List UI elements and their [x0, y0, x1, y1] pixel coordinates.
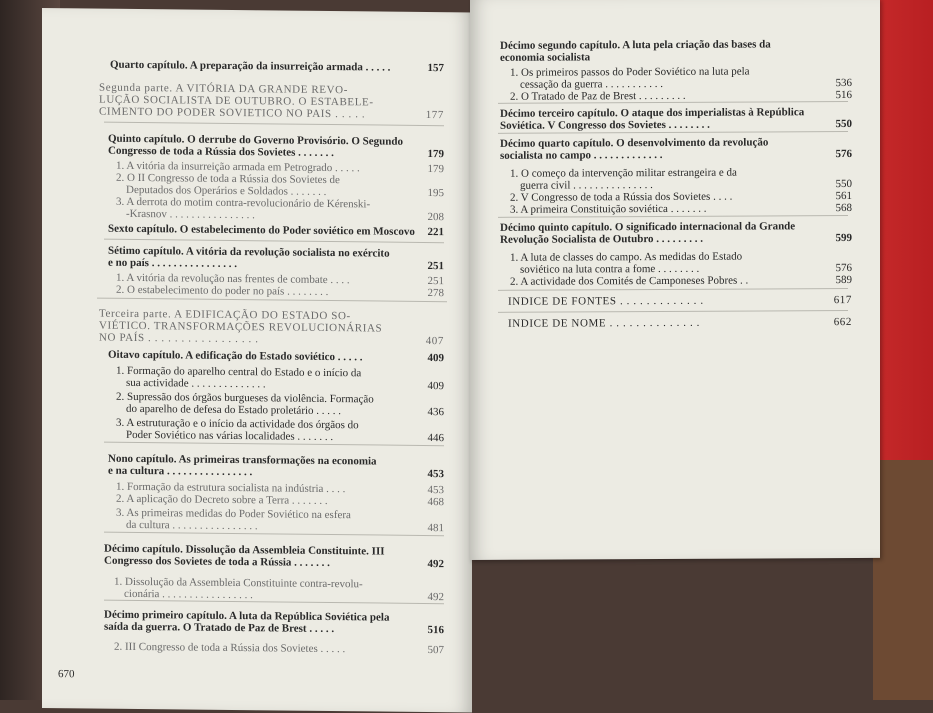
toc-line: 1. A vitória da revolução nas frentes de combate . . . .	[116, 271, 350, 287]
toc-page-number: 251	[427, 275, 444, 288]
toc-line: 3. As primeiras medidas do Poder Soviético na esfera	[116, 506, 351, 522]
toc-line: VIÉTICO. TRANSFORMAÇÕES REVOLUCIONÁRIAS	[99, 319, 383, 335]
toc-page-number: 599	[835, 231, 852, 245]
toc-line: Soviética. V Congresso dos Sovietes . . . . . . . .	[500, 118, 710, 132]
toc-line: 2. O estabelecimento do poder no país . . . . . . . .	[116, 283, 329, 298]
toc-line: 1. Formação do aparelho central do Estado e o início da	[116, 364, 362, 380]
toc-page-number: 561	[835, 189, 852, 203]
toc-page-number: 481	[427, 522, 444, 535]
toc-line: 2. V Congresso de toda a Rússia dos Sovietes . . . .	[510, 190, 733, 204]
toc-line: 2. A actividade dos Comités de Camponeses Pobres . .	[510, 274, 749, 288]
toc-page-number: 436	[427, 406, 444, 419]
toc-page-number: 516	[835, 88, 852, 102]
toc-page-number: 576	[835, 261, 852, 275]
toc-line: e no país . . . . . . . . . . . . . . . .	[108, 256, 237, 271]
toc-line: 1. A vitória da insurreição armada em Petrogrado . . . . .	[116, 159, 360, 175]
toc-line: Décimo capítulo. Dissolução da Assembleia Constituinte. III	[104, 542, 385, 558]
toc-page-number: 195	[427, 187, 444, 200]
toc-line: Sexto capítulo. O estabelecimento do Poder soviético em Moscovo	[108, 222, 415, 238]
toc-line: 2. Supressão dos órgãos burgueses da violência. Formação	[116, 390, 374, 406]
toc-page-number: 251	[427, 260, 444, 273]
toc-page-number: 453	[427, 484, 444, 497]
separator	[104, 239, 444, 244]
toc-line: Décimo segundo capítulo. A luta pela criação das bases da	[500, 38, 771, 52]
toc-page-number: 468	[427, 496, 444, 509]
toc-line: Oitavo capítulo. A edificação do Estado soviético . . . . .	[108, 348, 363, 364]
toc-line: cessação da guerra . . . . . . . . . . .	[520, 77, 663, 91]
toc-line: 2. III Congresso de toda a Rússia dos Sovietes . . . . .	[114, 640, 346, 656]
toc-page-number: 492	[427, 591, 444, 604]
toc-line: 3. A derrota do motim contra-revolucionário de Kérenski-	[116, 195, 371, 211]
toc-page-number: 208	[427, 211, 444, 224]
toc-page-number: 617	[833, 293, 852, 307]
toc-line: Deputados dos Operários e Soldados . . . . . . .	[126, 183, 327, 198]
toc-line: Décimo quinto capítulo. O significado internacional da Grande	[500, 220, 796, 234]
toc-page-number: 446	[427, 432, 444, 445]
toc-line: cionária . . . . . . . . . . . . . . . . .	[124, 587, 253, 602]
toc-line: Nono capítulo. As primeiras transformações na economia	[108, 452, 377, 468]
toc-line: -Krasnov . . . . . . . . . . . . . . . .	[126, 207, 255, 222]
toc-line: 1. Dissolução da Assembleia Constituinte contra-revolu-	[114, 575, 363, 591]
toc-line: socialista no campo . . . . . . . . . . . . .	[500, 148, 663, 162]
toc-line: e na cultura . . . . . . . . . . . . . . . .	[108, 464, 253, 479]
toc-line: guerra civil . . . . . . . . . . . . . . .	[520, 179, 653, 192]
toc-page-number: 550	[835, 177, 852, 191]
toc-line: Congresso de toda a Rússia dos Sovietes . . . . . . .	[108, 144, 334, 160]
toc-line: Décimo primeiro capítulo. A luta da República Soviética pela	[104, 608, 390, 624]
toc-line: economia socialista	[500, 51, 591, 64]
toc-page-number: 407	[425, 335, 444, 348]
toc-page-number: 179	[427, 148, 444, 161]
toc-page-number: 536	[835, 76, 852, 90]
toc-line: 1. Formação da estrutura socialista na indústria . . . .	[116, 480, 346, 496]
toc-line: LUÇÃO SOCIALISTA DE OUTUBRO. O ESTABELE-	[99, 93, 374, 109]
toc-page-number: 576	[835, 147, 852, 161]
toc-line: 2. O II Congresso de toda a Rússia dos Sovietes de	[116, 171, 340, 187]
toc-page-number: 662	[833, 315, 852, 329]
page-number: 670	[58, 668, 75, 681]
toc-line: Décimo terceiro capítulo. O ataque dos imperialistas à República	[500, 106, 805, 120]
left-page	[42, 8, 472, 713]
toc-page-number: 177	[425, 109, 444, 122]
toc-page-number: 157	[427, 62, 444, 75]
separator	[104, 122, 444, 127]
toc-line: 1. O começo da intervenção militar estrangeira e da	[510, 166, 737, 180]
toc-line: INDICE DE FONTES . . . . . . . . . . . . .	[508, 294, 704, 308]
toc-page-number: 278	[427, 287, 444, 300]
toc-line: Segunda parte. A VITÓRIA DA GRANDE REVO-	[99, 81, 348, 97]
toc-page-number: 516	[427, 624, 444, 637]
toc-line: sua actividade . . . . . . . . . . . . . .	[126, 376, 266, 391]
background-floor	[873, 460, 933, 700]
separator	[498, 310, 848, 313]
toc-line: da cultura . . . . . . . . . . . . . . . .	[126, 518, 258, 533]
toc-line: do aparelho de defesa do Estado proletário . . . . .	[126, 402, 342, 418]
toc-line: Poder Soviético nas várias localidades . . . . . . .	[126, 428, 334, 444]
toc-line: Décimo quarto capítulo. O desenvolvimento da revolução	[500, 136, 769, 150]
toc-line: NO PAÍS . . . . . . . . . . . . . . . . .	[99, 331, 259, 346]
toc-line: 3. A primeira Constituição soviética . . . . . . .	[510, 202, 707, 216]
toc-page-number: 221	[427, 226, 444, 239]
toc-line: 2. A aplicação do Decreto sobre a Terra . . . . . . .	[116, 492, 328, 507]
toc-page-number: 409	[427, 380, 444, 393]
toc-page-number: 409	[427, 352, 444, 365]
toc-page-number: 589	[835, 273, 852, 287]
toc-line: Terceira parte. A EDIFICAÇÃO DO ESTADO SO-	[99, 307, 351, 323]
toc-line: 3. A estruturação e o início da actividade dos órgãos do	[116, 416, 359, 432]
toc-line: 2. O Tratado de Paz de Brest . . . . . . . . .	[510, 89, 686, 103]
toc-page-number: 507	[427, 644, 444, 657]
toc-line: Congresso dos Sovietes de toda a Rússia . . . . . . .	[104, 554, 330, 570]
toc-line: saída da guerra. O Tratado de Paz de Brest . . . . .	[104, 620, 335, 636]
toc-line: INDICE DE NOME . . . . . . . . . . . . . .	[508, 316, 701, 330]
toc-page-number: 492	[427, 558, 444, 571]
toc-page-number: 568	[835, 201, 852, 215]
toc-line: Quarto capítulo. A preparação da insurreição armada . . . . .	[110, 58, 391, 74]
toc-line: Quinto capítulo. O derrube do Governo Provisório. O Segundo	[108, 132, 403, 148]
toc-line: CIMENTO DO PODER SOVIETICO NO PAIS . . . . .	[99, 105, 366, 121]
toc-page-number: 179	[427, 163, 444, 176]
toc-page-number: 453	[427, 468, 444, 481]
toc-page-number: 550	[835, 117, 852, 131]
toc-line: soviético na luta contra a fome . . . . . . . .	[520, 262, 700, 276]
toc-line: Revolução Socialista de Outubro . . . . . . . . .	[500, 232, 704, 246]
toc-line: Sétimo capítulo. A vitória da revolução socialista no exército	[108, 244, 390, 260]
toc-line: 1. A luta de classes do campo. As medidas do Estado	[510, 250, 743, 264]
separator	[104, 532, 444, 537]
toc-line: 1. Os primeiros passos do Poder Soviético na luta pela	[510, 65, 750, 79]
right-page	[470, 0, 880, 560]
